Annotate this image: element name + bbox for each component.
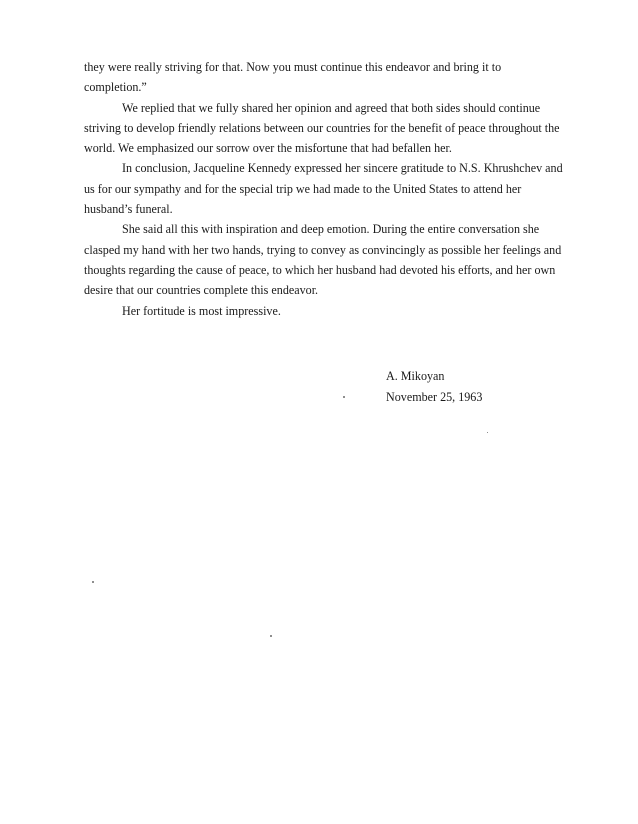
paragraph-continuation: they were really striving for that. Now you must continue this endeavor and bring it to completion.” <box>84 60 502 95</box>
paragraph-fortitude: Her fortitude is most impressive. <box>122 303 281 318</box>
paragraph-conclusion: In conclusion, Jacqueline Kennedy expressed her sincere gratitude to N.S. Khrushchev and us for our sympathy and for the special trip we had made to the United States to attend her husband’s funeral. <box>84 161 563 217</box>
signature-date: November 25, 1963 <box>386 390 483 404</box>
scan-speck <box>487 432 488 433</box>
paragraph-reply: We replied that we fully shared her opinion and agreed that both sides should continue striving to develop friendly relations between our countries for the benefit of peace throughout the world. We emphasized our sorrow over the misfortune that had befallen her. <box>84 100 560 156</box>
signatory-name: A. Mikoyan <box>386 369 445 383</box>
signature-block <box>386 366 482 408</box>
scan-speck <box>92 581 94 583</box>
scan-speck <box>270 635 272 637</box>
scan-speck <box>343 396 345 398</box>
letter-body <box>84 57 564 321</box>
paragraph-emotion: She said all this with inspiration and deep emotion. During the entire conversation she clasped my hand with her two hands, trying to convey as convincingly as possible her feelings and thoughts regarding the cause of peace, to which her husband had devoted his efforts, and her own desire that our countries complete this endeavor. <box>84 222 562 298</box>
